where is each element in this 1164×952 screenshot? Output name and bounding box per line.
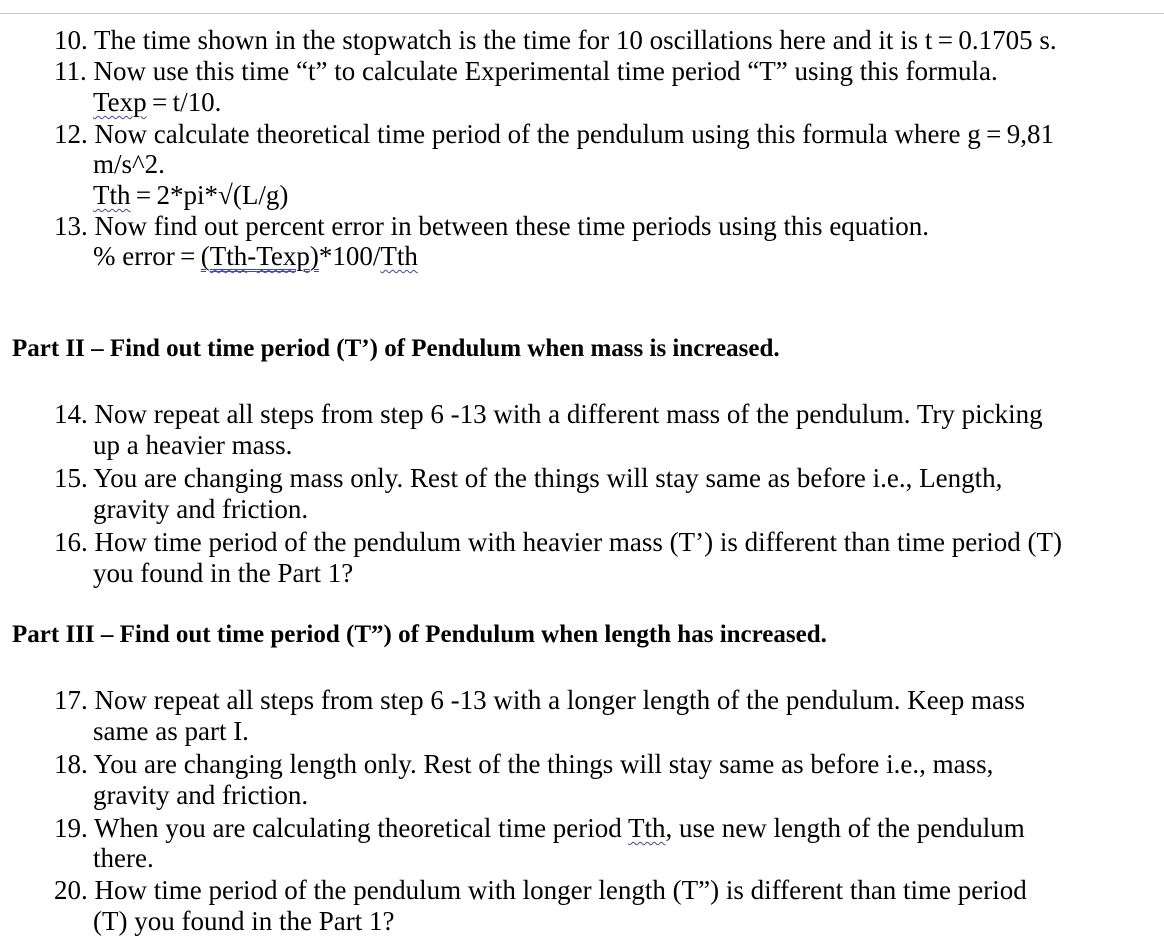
item-text: How time period of the pendulum with heavier mass (T’) is different than time period (T) bbox=[94, 527, 1062, 557]
formula-tth bbox=[93, 179, 288, 211]
item-text: gravity and friction. bbox=[93, 494, 309, 524]
item-number: 13. bbox=[54, 211, 88, 241]
item-text: Now use this time “t” to calculate Experimental time period “T” using this formula. bbox=[93, 56, 998, 86]
list-item-17 bbox=[54, 684, 1025, 716]
list-item-14 bbox=[54, 398, 1043, 430]
error-texp: Texp bbox=[256, 241, 310, 271]
item-text: Now repeat all steps from step 6 -13 with a different mass of the pendulum. Try picking bbox=[94, 399, 1043, 429]
error-numerator bbox=[201, 241, 319, 271]
item-number: 12. bbox=[54, 119, 88, 149]
item-text: (T) you found in the Part 1? bbox=[93, 906, 395, 936]
part3-heading: Part III – Find out time period (T”) of Pendulum when length has increased. bbox=[12, 621, 827, 648]
item-text: Now calculate theoretical time period of the pendulum using this formula where g = 9,81 bbox=[94, 119, 1055, 149]
formula-percent-error bbox=[93, 240, 418, 272]
item-text: Now find out percent error in between these time periods using this equation. bbox=[94, 211, 930, 241]
list-item-12-continued bbox=[93, 148, 165, 180]
item-text: gravity and friction. bbox=[93, 780, 309, 810]
list-item-20-continued bbox=[93, 905, 394, 937]
texp-symbol: Texp bbox=[93, 87, 147, 117]
error-multiplier: *100/ bbox=[318, 241, 381, 271]
item-number: 17. bbox=[54, 685, 88, 715]
item-number: 19. bbox=[54, 813, 88, 843]
close-paren: ) bbox=[309, 241, 319, 271]
item-number: 20. bbox=[54, 875, 88, 905]
part2-heading: Part II – Find out time period (T’) of Pendulum when mass is increased. bbox=[12, 335, 780, 362]
item-text: You are changing length only. Rest of the things will stay same as before i.e., mass, bbox=[93, 749, 994, 779]
item-number: 18. bbox=[54, 749, 88, 779]
item-number: 14. bbox=[54, 399, 88, 429]
item-text: How time period of the pendulum with longer length (T”) is different than time period bbox=[94, 875, 1027, 905]
list-item-15 bbox=[54, 462, 1002, 494]
list-item-18 bbox=[54, 748, 993, 780]
item-text: same as part I. bbox=[93, 716, 249, 746]
minus-sign: - bbox=[247, 241, 257, 271]
open-paren: ( bbox=[200, 241, 210, 271]
item-text: up a heavier mass. bbox=[93, 430, 293, 460]
tth-symbol: Tth bbox=[93, 180, 131, 210]
item-text: m/s^2. bbox=[93, 149, 165, 179]
error-tth-denominator: Tth bbox=[380, 241, 418, 271]
item-text: Now repeat all steps from step 6 -13 with a longer length of the pendulum. Keep mass bbox=[94, 685, 1026, 715]
formula-texp bbox=[93, 86, 221, 118]
top-divider bbox=[0, 13, 1164, 14]
list-item-10 bbox=[54, 24, 1057, 56]
list-item-18-continued bbox=[93, 779, 308, 811]
item-text: The time shown in the stopwatch is the time for 10 oscillations here and it is t = 0.1705 s. bbox=[94, 25, 1057, 55]
item-number: 10. bbox=[54, 25, 88, 55]
item-text-before: When you are calculating theoretical time period bbox=[94, 813, 629, 843]
list-item-13 bbox=[54, 210, 929, 242]
list-item-19-continued bbox=[93, 842, 154, 874]
list-item-17-continued bbox=[93, 715, 249, 747]
list-item-14-continued bbox=[93, 429, 292, 461]
item-text-after: , use new length of the pendulum bbox=[665, 813, 1025, 843]
list-item-16-continued bbox=[93, 557, 353, 589]
error-tth: Tth bbox=[209, 241, 248, 271]
texp-expression: = t/10. bbox=[146, 87, 222, 117]
item-number: 15. bbox=[54, 463, 88, 493]
list-item-11 bbox=[54, 55, 998, 87]
error-label: % error = bbox=[93, 241, 201, 271]
tth-symbol: Tth bbox=[628, 813, 666, 843]
item-text: You are changing mass only. Rest of the things will stay same as before i.e., Length, bbox=[93, 463, 1003, 493]
item-number: 16. bbox=[54, 527, 88, 557]
list-item-19 bbox=[54, 812, 1025, 844]
tth-expression: = 2*pi*√(L/g) bbox=[130, 180, 289, 210]
item-text: there. bbox=[93, 843, 154, 873]
list-item-15-continued bbox=[93, 493, 308, 525]
list-item-16 bbox=[54, 526, 1062, 558]
list-item-12 bbox=[54, 118, 1054, 150]
item-text: you found in the Part 1? bbox=[93, 558, 354, 588]
item-number: 11. bbox=[54, 56, 87, 86]
item-text bbox=[94, 813, 1025, 843]
list-item-20 bbox=[54, 874, 1027, 906]
